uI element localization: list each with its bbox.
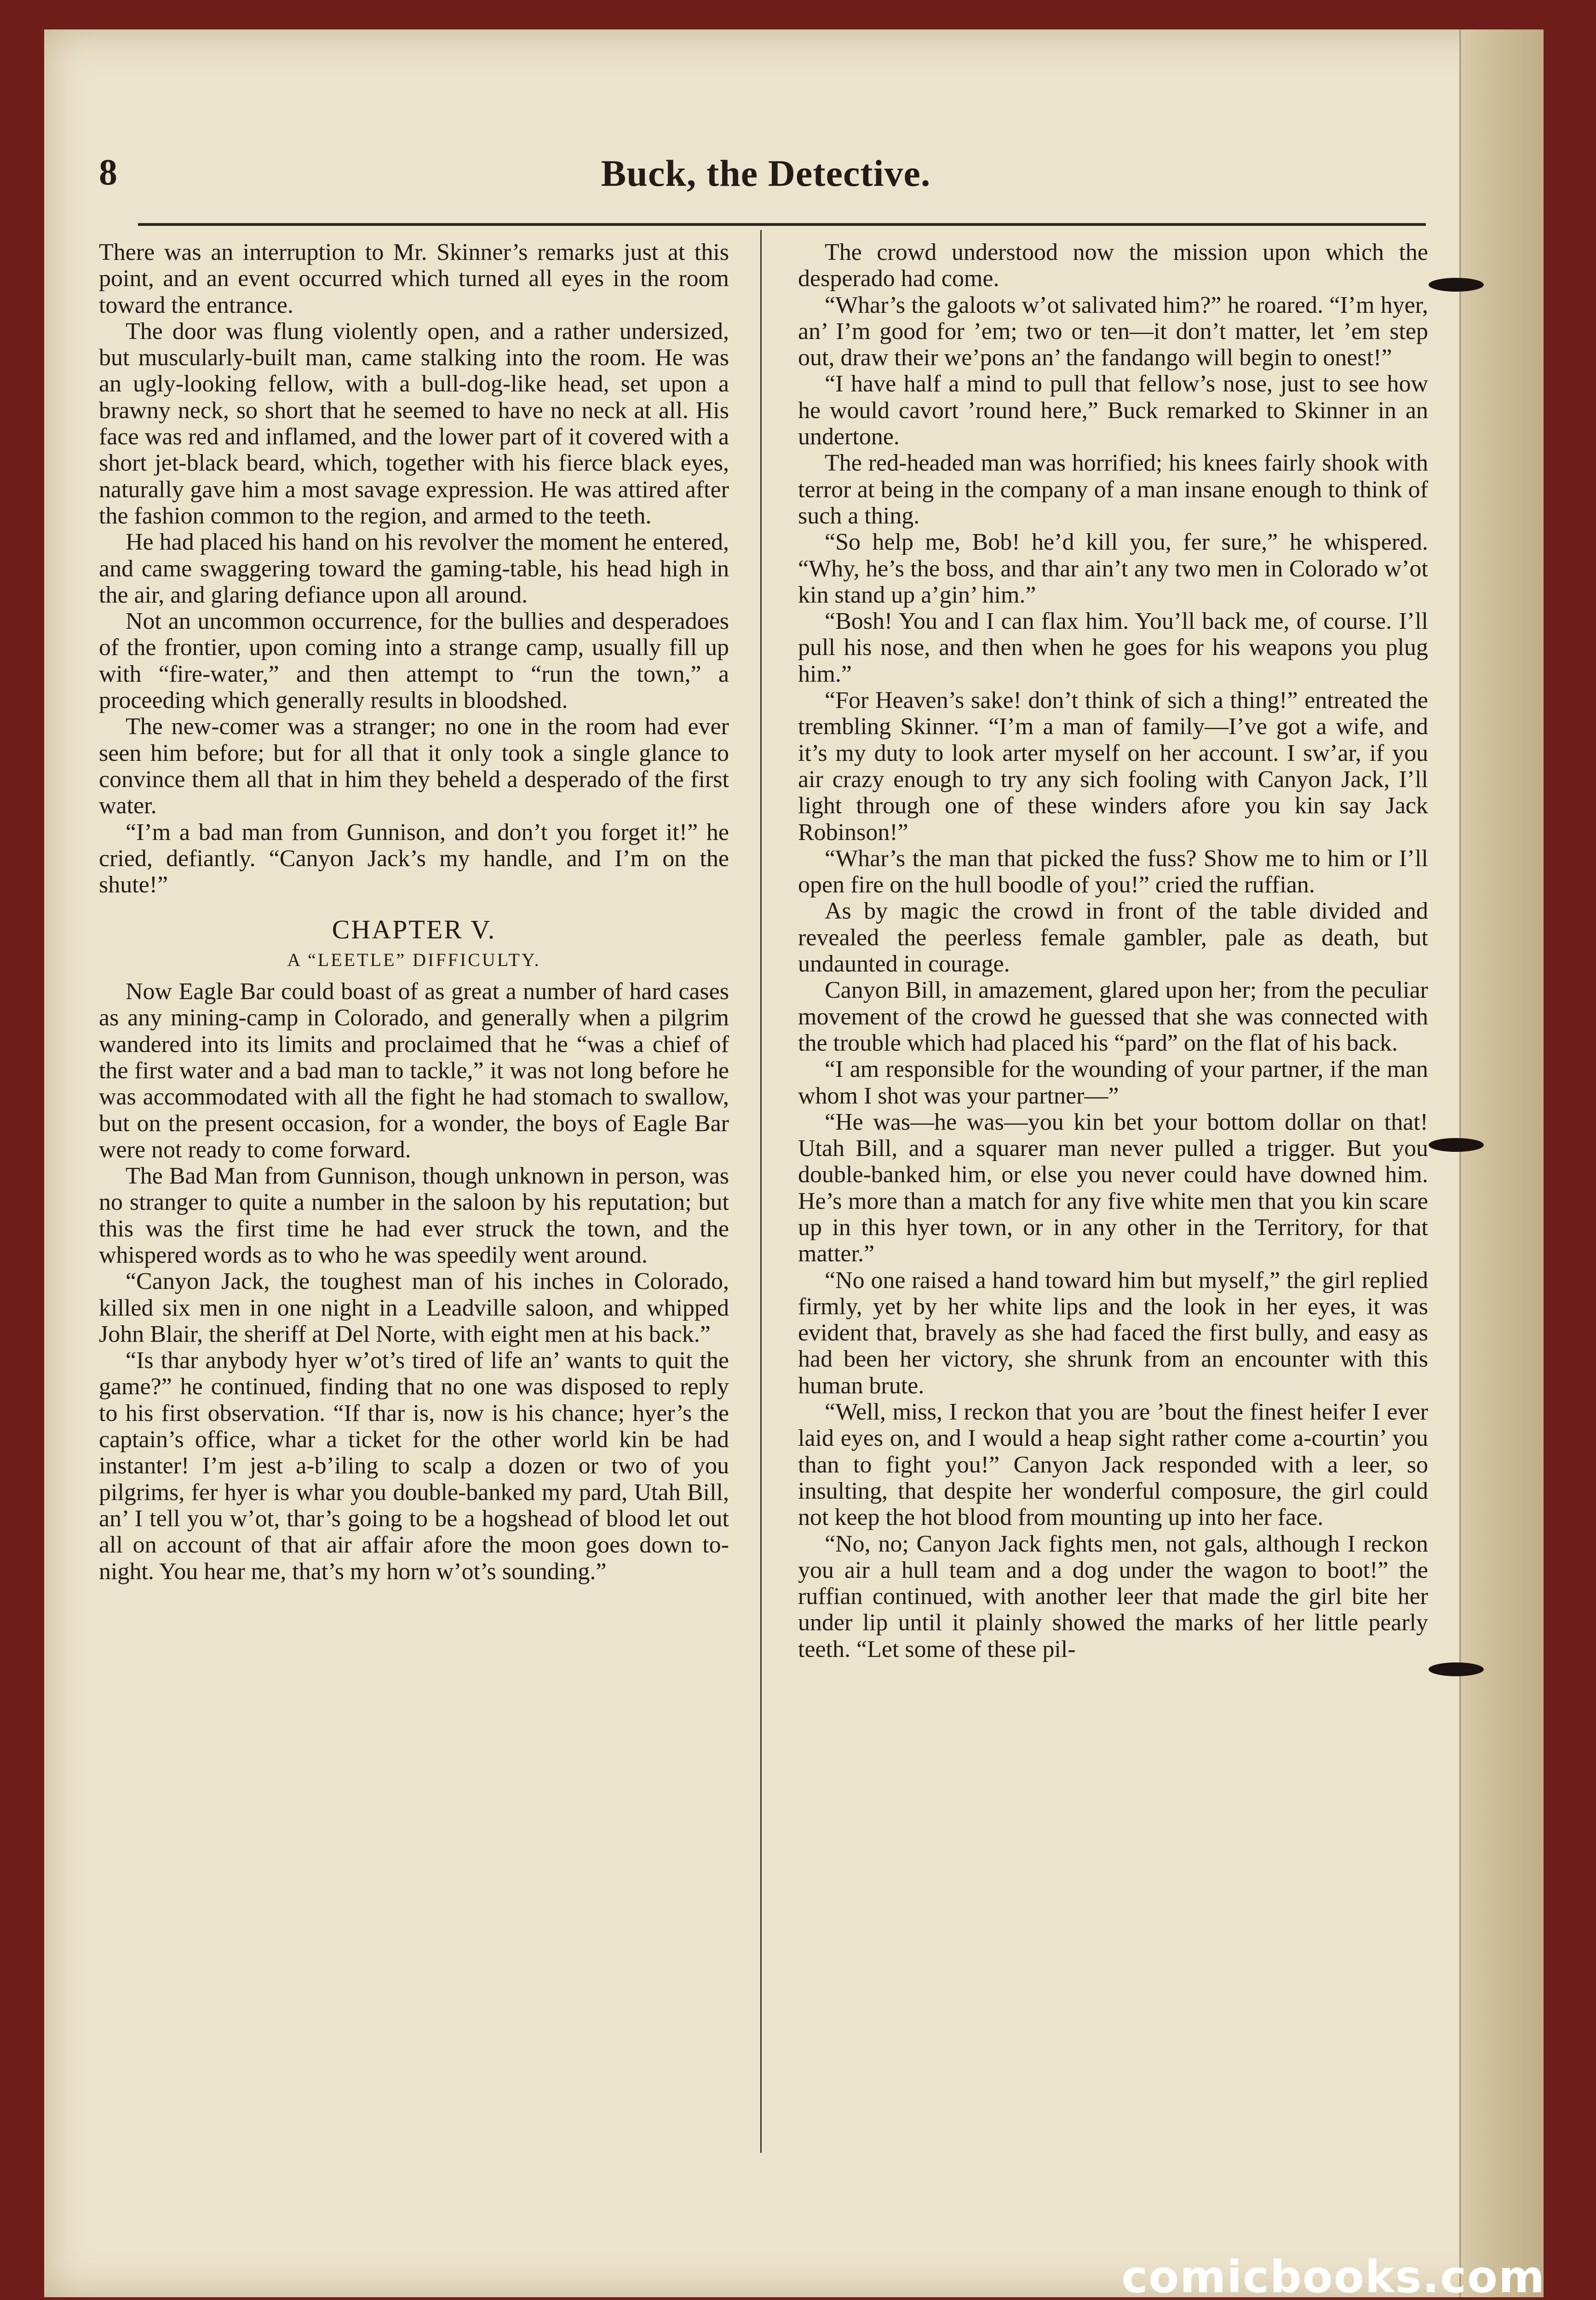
chapter-subtitle: A “LEETLE” DIFFICULTY. [287, 949, 541, 970]
page-tear [1429, 1662, 1484, 1676]
column-divider [760, 230, 762, 2153]
paragraph: “For Heaven’s sake! don’t think of sich a thing!” entreated the trembling Skinner. “I’m a man of family—I’ve got a wife, and it’s my duty to look arter myself on her account. I sw’ar, if you air crazy enough to try any sich fooling with Canyon Jack, I’ll light through one of these winders afore you kin say Jack Robinson!” [798, 687, 1428, 845]
page-edge [1459, 29, 1544, 2297]
chapter-title: CHAPTER V. [332, 914, 496, 945]
paragraph: “So help me, Bob! he’d kill you, fer sure,” he whispered. “Why, he’s the boss, and thar ain’t any two men in Colorado w’ot kin stand up a’gin’ him.” [798, 529, 1428, 608]
paragraph: The new-comer was a stranger; no one in the room had ever seen him before; but for all that it only took a single glance to convince them all that in him they beheld a desperado of the first water. [99, 713, 729, 819]
page-tear [1429, 1138, 1484, 1152]
header-rule [138, 223, 1426, 226]
paragraph: “He was—he was—you kin bet your bottom dollar on that! Utah Bill, and a squarer man never pulled a trigger. But you double-banked him, or else you never could have downed him. He’s more than a match for any five white men that you kin scare up in this hyer town, or in any other in the Territory, for that matter.” [798, 1109, 1428, 1267]
paragraph: “No, no; Canyon Jack fights men, not gals, although I reckon you air a hull team and a dog under the wagon to boot!” the ruffian continued, with another leer that made the girl bite her under lip until it plainly showed the marks of her little pearly teeth. “Let some of these pil- [798, 1530, 1428, 1662]
paragraph: Now Eagle Bar could boast of as great a number of hard cases as any mining-camp in Colorado, and generally when a pilgrim wandered into its limits and proclaimed that he “was a chief of the first water and a bad man to tackle,” it was not long before he was accommodated with all the fight he had stomach to swallow, but on the present occasion, for a wonder, the boys of Eagle Bar were not ready to come forward. [99, 978, 729, 1163]
right-column [798, 239, 1428, 1662]
running-title: Buck, the Detective. [601, 152, 931, 194]
paragraph: The red-headed man was horrified; his knees fairly shook with terror at being in the company of a man insane enough to think of such a thing. [798, 450, 1428, 529]
watermark: comicbooks.com [1121, 2251, 1545, 2300]
page-number: 8 [99, 152, 117, 193]
paragraph: “I am responsible for the wounding of your partner, if the man whom I shot was your partner—” [798, 1056, 1428, 1109]
paragraph: Canyon Bill, in amazement, glared upon her; from the peculiar movement of the crowd he guessed that she was connected with the trouble which had placed his “pard” on the flat of his back. [798, 977, 1428, 1056]
paragraph: The Bad Man from Gunnison, though unknown in person, was no stranger to quite a number in the saloon by his reputation; but this was the first time he had ever struck the town, and the whispered words as to who he was speedily went around. [99, 1163, 729, 1268]
left-column [99, 239, 729, 1585]
page-header [99, 152, 1433, 202]
paragraph: “I’m a bad man from Gunnison, and don’t you forget it!” he cried, defiantly. “Canyon Jack’s my handle, and I’m on the shute!” [99, 819, 729, 898]
paragraph: There was an interruption to Mr. Skinner’s remarks just at this point, and an event occurred which turned all eyes in the room toward the entrance. [99, 239, 729, 318]
paragraph: As by magic the crowd in front of the table divided and revealed the peerless female gambler, pale as death, but undaunted in courage. [798, 898, 1428, 978]
paragraph: The door was flung violently open, and a rather undersized, but muscularly-built man, came stalking into the room. He was an ugly-looking fellow, with a bull-dog-like head, set upon a brawny neck, so short that he seemed to have no neck at all. His face was red and inflamed, and the lower part of it covered with a short jet-black beard, which, together with his fierce black eyes, naturally gave him a most savage expression. He was attired after the fashion common to the region, and armed to the teeth. [99, 318, 729, 529]
paragraph: The crowd understood now the mission upon which the desperado had come. [798, 239, 1428, 292]
paragraph: “Whar’s the man that picked the fuss? Show me to him or I’ll open fire on the hull boodle of you!” cried the ruffian. [798, 845, 1428, 898]
paragraph: “I have half a mind to pull that fellow’s nose, just to see how he would cavort ’round here,” Buck remarked to Skinner in an undertone. [798, 371, 1428, 450]
paragraph: Not an uncommon occurrence, for the bullies and desperadoes of the frontier, upon coming into a strange camp, usually fill up with “fire-water,” and then attempt to “run the town,” a proceeding which generally results in bloodshed. [99, 608, 729, 714]
paragraph: “Bosh! You and I can flax him. You’ll back me, of course. I’ll pull his nose, and then when he goes for his weapons you plug him.” [798, 608, 1428, 687]
paragraph: “Whar’s the galoots w’ot salivated him?” he roared. “I’m hyer, an’ I’m good for ’em; two or ten—it don’t matter, let ’em step out, draw their we’pons an’ the fandango will begin to onest!” [798, 292, 1428, 371]
paragraph: “Well, miss, I reckon that you are ’bout the finest heifer I ever laid eyes on, and I would a heap sight rather come a-courtin’ you than to fight you!” Canyon Jack responded with a leer, so insulting, that despite her wonderful composure, the girl could not keep the hot blood from mounting up into her face. [798, 1399, 1428, 1531]
paragraph: “Is thar anybody hyer w’ot’s tired of life an’ wants to quit the game?” he continued, finding that no one was disposed to reply to his first observation. “If thar is, now is his chance; hyer’s the captain’s office, whar a ticket for the other world kin be had instanter! I’m jest a-b’iling to scalp a dozen or two of you pilgrims, fer hyer is whar you double-banked my pard, Utah Bill, an’ I tell you w’ot, thar’s going to be a hogshead of blood let out all on account of that air affair afore the moon goes down to-night. You hear me, that’s my horn w’ot’s sounding.” [99, 1347, 729, 1585]
page-tear [1429, 278, 1484, 292]
paragraph: “No one raised a hand toward him but myself,” the girl replied firmly, yet by her white lips and the look in her eyes, it was evident that, bravely as she had faced the first bully, and easy as had been her victory, she shrunk from an encounter with this human brute. [798, 1267, 1428, 1399]
paragraph: He had placed his hand on his revolver the moment he entered, and came swaggering toward the gaming-table, his head high in the air, and glaring defiance upon all around. [99, 529, 729, 608]
paragraph: “Canyon Jack, the toughest man of his inches in Colorado, killed six men in one night in a Leadville saloon, and whipped John Blair, the sheriff at Del Norte, with eight men at his back.” [99, 1268, 729, 1347]
